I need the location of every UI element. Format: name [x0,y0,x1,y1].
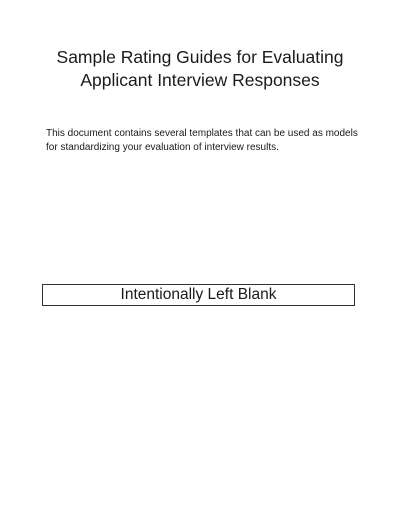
intro-line-2: for standardizing your evaluation of interview results. [46,142,279,153]
intro-line-1: This document contains several templates that can be used as models [46,128,358,139]
intentionally-blank-notice: Intentionally Left Blank [42,284,355,306]
title-line-2: Applicant Interview Responses [80,70,320,90]
title-line-1: Sample Rating Guides for Evaluating [56,47,344,67]
document-title [0,46,400,92]
intro-paragraph [46,127,366,155]
